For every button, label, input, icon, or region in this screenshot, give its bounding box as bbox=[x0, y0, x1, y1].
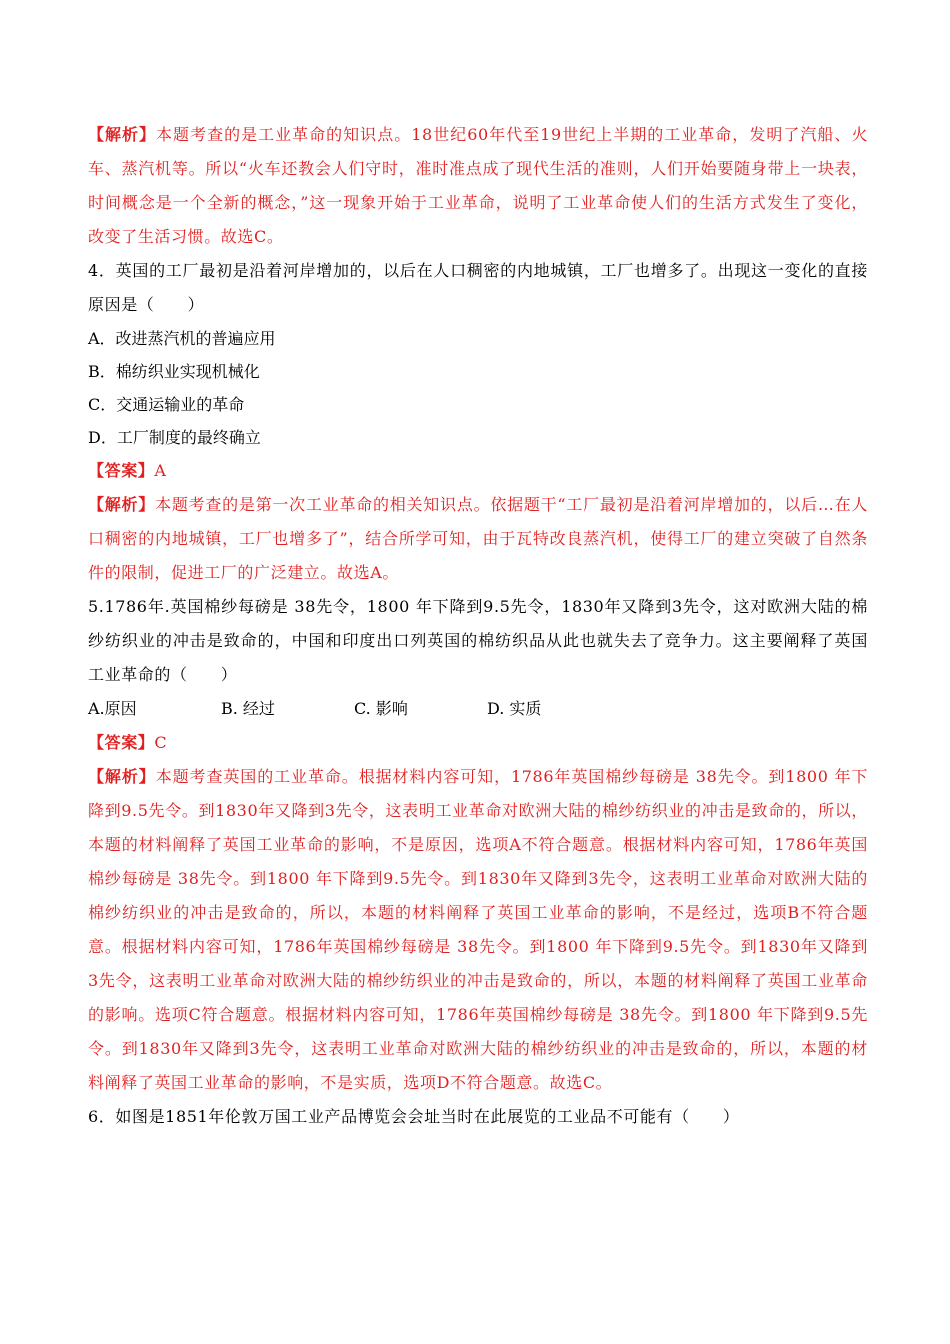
q5-stem: 5.1786年.英国棉纱每磅是 38先令，1800 年下降到9.5先令，1830年又降到3先令，这对欧洲大陆的棉纱纺织业的冲击是致命的，中国和印度出口列英国的棉纺织品从此也就失去了竞争力。这主要阐释了英国工业革命的（ ） bbox=[88, 597, 868, 684]
q5-option-b: B. 经过 bbox=[221, 699, 275, 718]
q4-answer bbox=[88, 454, 868, 488]
q5-option-a: A.原因 bbox=[88, 699, 137, 718]
q5-analysis-text: 本题考查英国的工业革命。根据材料内容可知，1786年英国棉纱每磅是 38先令。到1800 年下降到9.5先令。到1830年又降到3先令，这表明工业革命对欧洲大陆的棉纱纺织业的冲击是致命的，所以，本题的材料阐释了英国工业革命的影响，不是原因，选项A不符合题意。根据材料内容可知，1786年英国棉纱每磅是 38先令。到1800 年下降到9.5先令。到1830年又降到3先令，这表明工业革命对欧洲大陆的棉纱纺织业的冲击是致命的，所以，本题的材料阐释了英国工业革命的影响，不是经过，选项B不符合题意。根据材料内容可知，1786年英国棉纱每磅是 38先令。到1800 年下降到9.5先令。到1830年又降到3先令，这表明工业革命对欧洲大陆的棉纱纺织业的冲击是致命的，所以，本题的材料阐释了英国工业革命的影响。选项C符合题意。根据材料内容可知，1786年英国棉纱每磅是 38先令。到1800 年下降到9.5先令。到1830年又降到3先令，这表明工业革命对欧洲大陆的棉纱纺织业的冲击是致命的，所以，本题的材料阐释了英国工业革命的影响，不是实质，选项D不符合题意。故选C。 bbox=[88, 767, 869, 1092]
q4-option-b: B．棉纺织业实现机械化 bbox=[88, 362, 260, 381]
q4-option-d: D．工厂制度的最终确立 bbox=[88, 428, 261, 447]
answer-tag: 【答案】 bbox=[88, 461, 155, 480]
analysis-tag: 【解析】 bbox=[88, 125, 157, 144]
document-page bbox=[88, 118, 868, 1134]
q5-answer bbox=[88, 726, 868, 760]
q4-answer-value: A bbox=[154, 461, 167, 480]
q5-option-c: C. 影响 bbox=[354, 699, 408, 718]
q3-analysis bbox=[88, 118, 868, 254]
q4-option-c: C．交通运输业的革命 bbox=[88, 395, 245, 414]
q4-option-a: A．改进蒸汽机的普遍应用 bbox=[88, 329, 276, 348]
analysis-tag: 【解析】 bbox=[88, 767, 156, 786]
q5-analysis bbox=[88, 760, 868, 1100]
analysis-tag: 【解析】 bbox=[88, 495, 156, 514]
q4-analysis bbox=[88, 488, 868, 590]
q4-stem: 4．英国的工厂最初是沿着河岸增加的，以后在人口稠密的内地城镇，工厂也增多了。出现这一变化的直接原因是（ ） bbox=[88, 261, 868, 314]
q6-stem: 6．如图是1851年伦敦万国工业产品博览会会址当时在此展览的工业品不可能有（ ） bbox=[88, 1107, 740, 1126]
answer-tag: 【答案】 bbox=[88, 733, 155, 752]
q5-options bbox=[88, 692, 868, 726]
q4-analysis-text: 本题考查的是第一次工业革命的相关知识点。依据题干“工厂最初是沿着河岸增加的，以后…在人口稠密的内地城镇，工厂也增多了”，结合所学可知，由于瓦特改良蒸汽机，使得工厂的建立突破了自然条件的限制，促进工厂的广泛建立。故选A。 bbox=[88, 495, 868, 582]
q3-analysis-text: 本题考查的是工业革命的知识点。18世纪60年代至19世纪上半期的工业革命，发明了汽船、火车、蒸汽机等。所以“火车还教会人们守时，准时准点成了现代生活的准则，人们开始要随身带上一块表，时间概念是一个全新的概念，”这一现象开始于工业革命，说明了工业革命使人们的生活方式发生了变化，改变了生活习惯。故选C。 bbox=[88, 125, 868, 246]
q5-option-d: D. 实质 bbox=[487, 699, 542, 718]
q5-answer-value: C bbox=[154, 733, 168, 752]
